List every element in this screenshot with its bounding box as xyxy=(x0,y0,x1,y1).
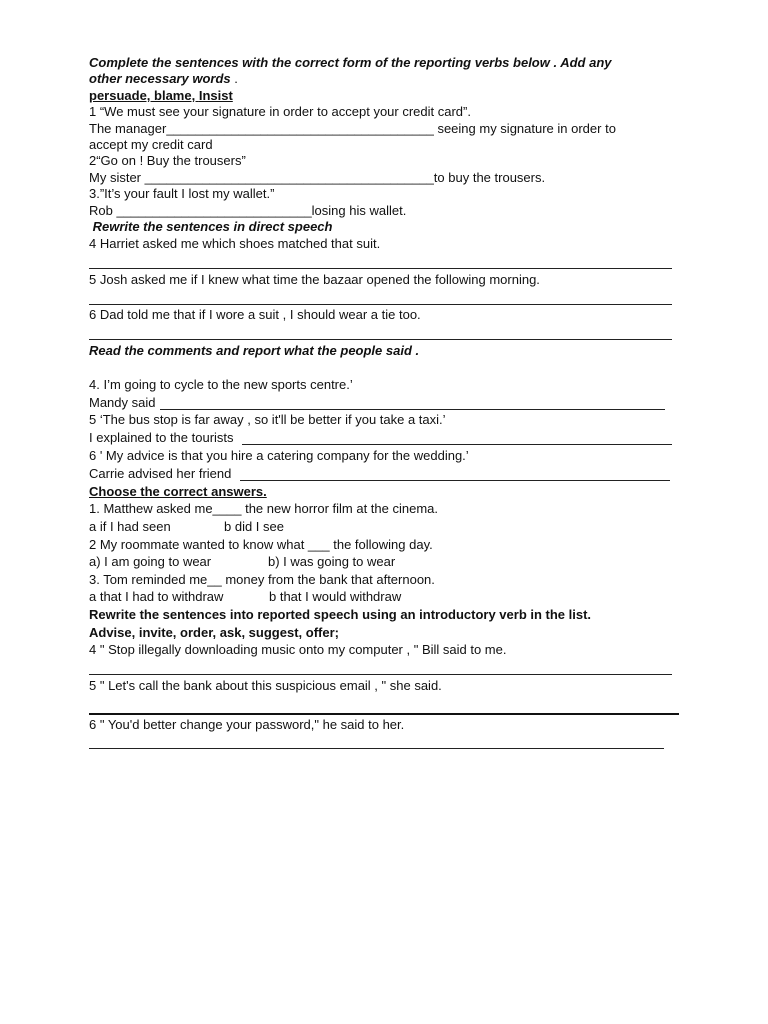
ds-q5: 5 Josh asked me if I knew what time the bazaar opened the following morning. xyxy=(89,272,540,287)
rc-q4-quote: 4. I’m going to cycle to the new sports centre.’ xyxy=(89,377,353,392)
rc-q5-quote: 5 ‘The bus stop is far away , so it'll be better if you take a taxi.’ xyxy=(89,412,446,427)
rc-q5-label: I explained to the tourists xyxy=(89,430,234,445)
mc-q2-option-b: b) I was going to wear xyxy=(268,554,396,569)
q2-answer-line: My sister ________________________________________to buy the trousers. xyxy=(89,170,546,185)
rs-q6: 6 " You'd better change your password," he said to her. xyxy=(89,717,405,732)
mc-q1-option-b: b did I see xyxy=(224,519,284,534)
q1-quote: 1 “We must see your signature in order to accept your credit card”. xyxy=(89,104,471,119)
ds-q4-answer-rule xyxy=(89,268,672,269)
rs-q5: 5 " Let's call the bank about this suspicious email , " she said. xyxy=(89,678,442,693)
rc-q6-answer-rule xyxy=(240,480,670,481)
instruction-line-2 xyxy=(89,71,238,87)
mc-q3-option-b: b that I would withdraw xyxy=(269,589,402,604)
rc-q5-answer-rule xyxy=(242,444,672,445)
instruction-line-2-text: other necessary words xyxy=(89,71,231,86)
rs-q6-answer-rule xyxy=(89,748,664,749)
verb-list-part-a: persuade, blame, xyxy=(89,88,199,103)
instruction-line-1: Complete the sentences with the correct form of the reporting verbs below . Add any xyxy=(89,55,612,70)
q1-answer-line: The manager_____________________________________ seeing my signature in order to xyxy=(89,121,616,136)
q1-answer-cont: accept my credit card xyxy=(89,137,213,152)
instruction-line-2-tail: . xyxy=(230,71,238,86)
ds-q6: 6 Dad told me that if I wore a suit , I should wear a tie too. xyxy=(89,307,421,322)
rc-q6-label: Carrie advised her friend xyxy=(89,466,232,481)
q3-answer-line: Rob ___________________________losing his wallet. xyxy=(89,203,407,218)
ds-q6-answer-rule xyxy=(89,339,672,340)
verb-list-part-b: Insist xyxy=(198,88,233,103)
reported-speech-heading: Rewrite the sentences into reported speech using an introductory verb in the list. xyxy=(89,607,592,622)
mc-q2-option-a: a) I am going to wear xyxy=(89,554,212,569)
q2-quote: 2“Go on ! Buy the trousers” xyxy=(89,153,246,168)
rc-q4-answer-rule xyxy=(160,409,665,410)
rs-q4: 4 " Stop illegally downloading music onto my computer , " Bill said to me. xyxy=(89,642,507,657)
report-comments-heading: Read the comments and report what the people said . xyxy=(89,343,420,358)
q3-quote: 3.”It’s your fault I lost my wallet.” xyxy=(89,186,275,201)
mc-q1-option-a: a if I had seen xyxy=(89,519,171,534)
verb-list xyxy=(89,88,233,104)
mc-q1: 1. Matthew asked me____ the new horror film at the cinema. xyxy=(89,501,439,516)
introductory-verb-list: Advise, invite, order, ask, suggest, offer; xyxy=(89,625,339,640)
mc-q2: 2 My roommate wanted to know what ___ the following day. xyxy=(89,537,433,552)
rs-q4-answer-rule xyxy=(89,674,672,675)
rs-q5-answer-rule xyxy=(89,713,679,715)
ds-q4: 4 Harriet asked me which shoes matched that suit. xyxy=(89,236,381,251)
choose-answers-heading: Choose the correct answers. xyxy=(89,484,267,499)
mc-q3-option-a: a that I had to withdraw xyxy=(89,589,224,604)
rc-q6-quote: 6 ' My advice is that you hire a catering company for the wedding.’ xyxy=(89,448,469,463)
direct-speech-heading: Rewrite the sentences in direct speech xyxy=(89,219,333,234)
rc-q4-label: Mandy said xyxy=(89,395,156,410)
ds-q5-answer-rule xyxy=(89,304,672,305)
mc-q3: 3. Tom reminded me__ money from the bank that afternoon. xyxy=(89,572,435,587)
